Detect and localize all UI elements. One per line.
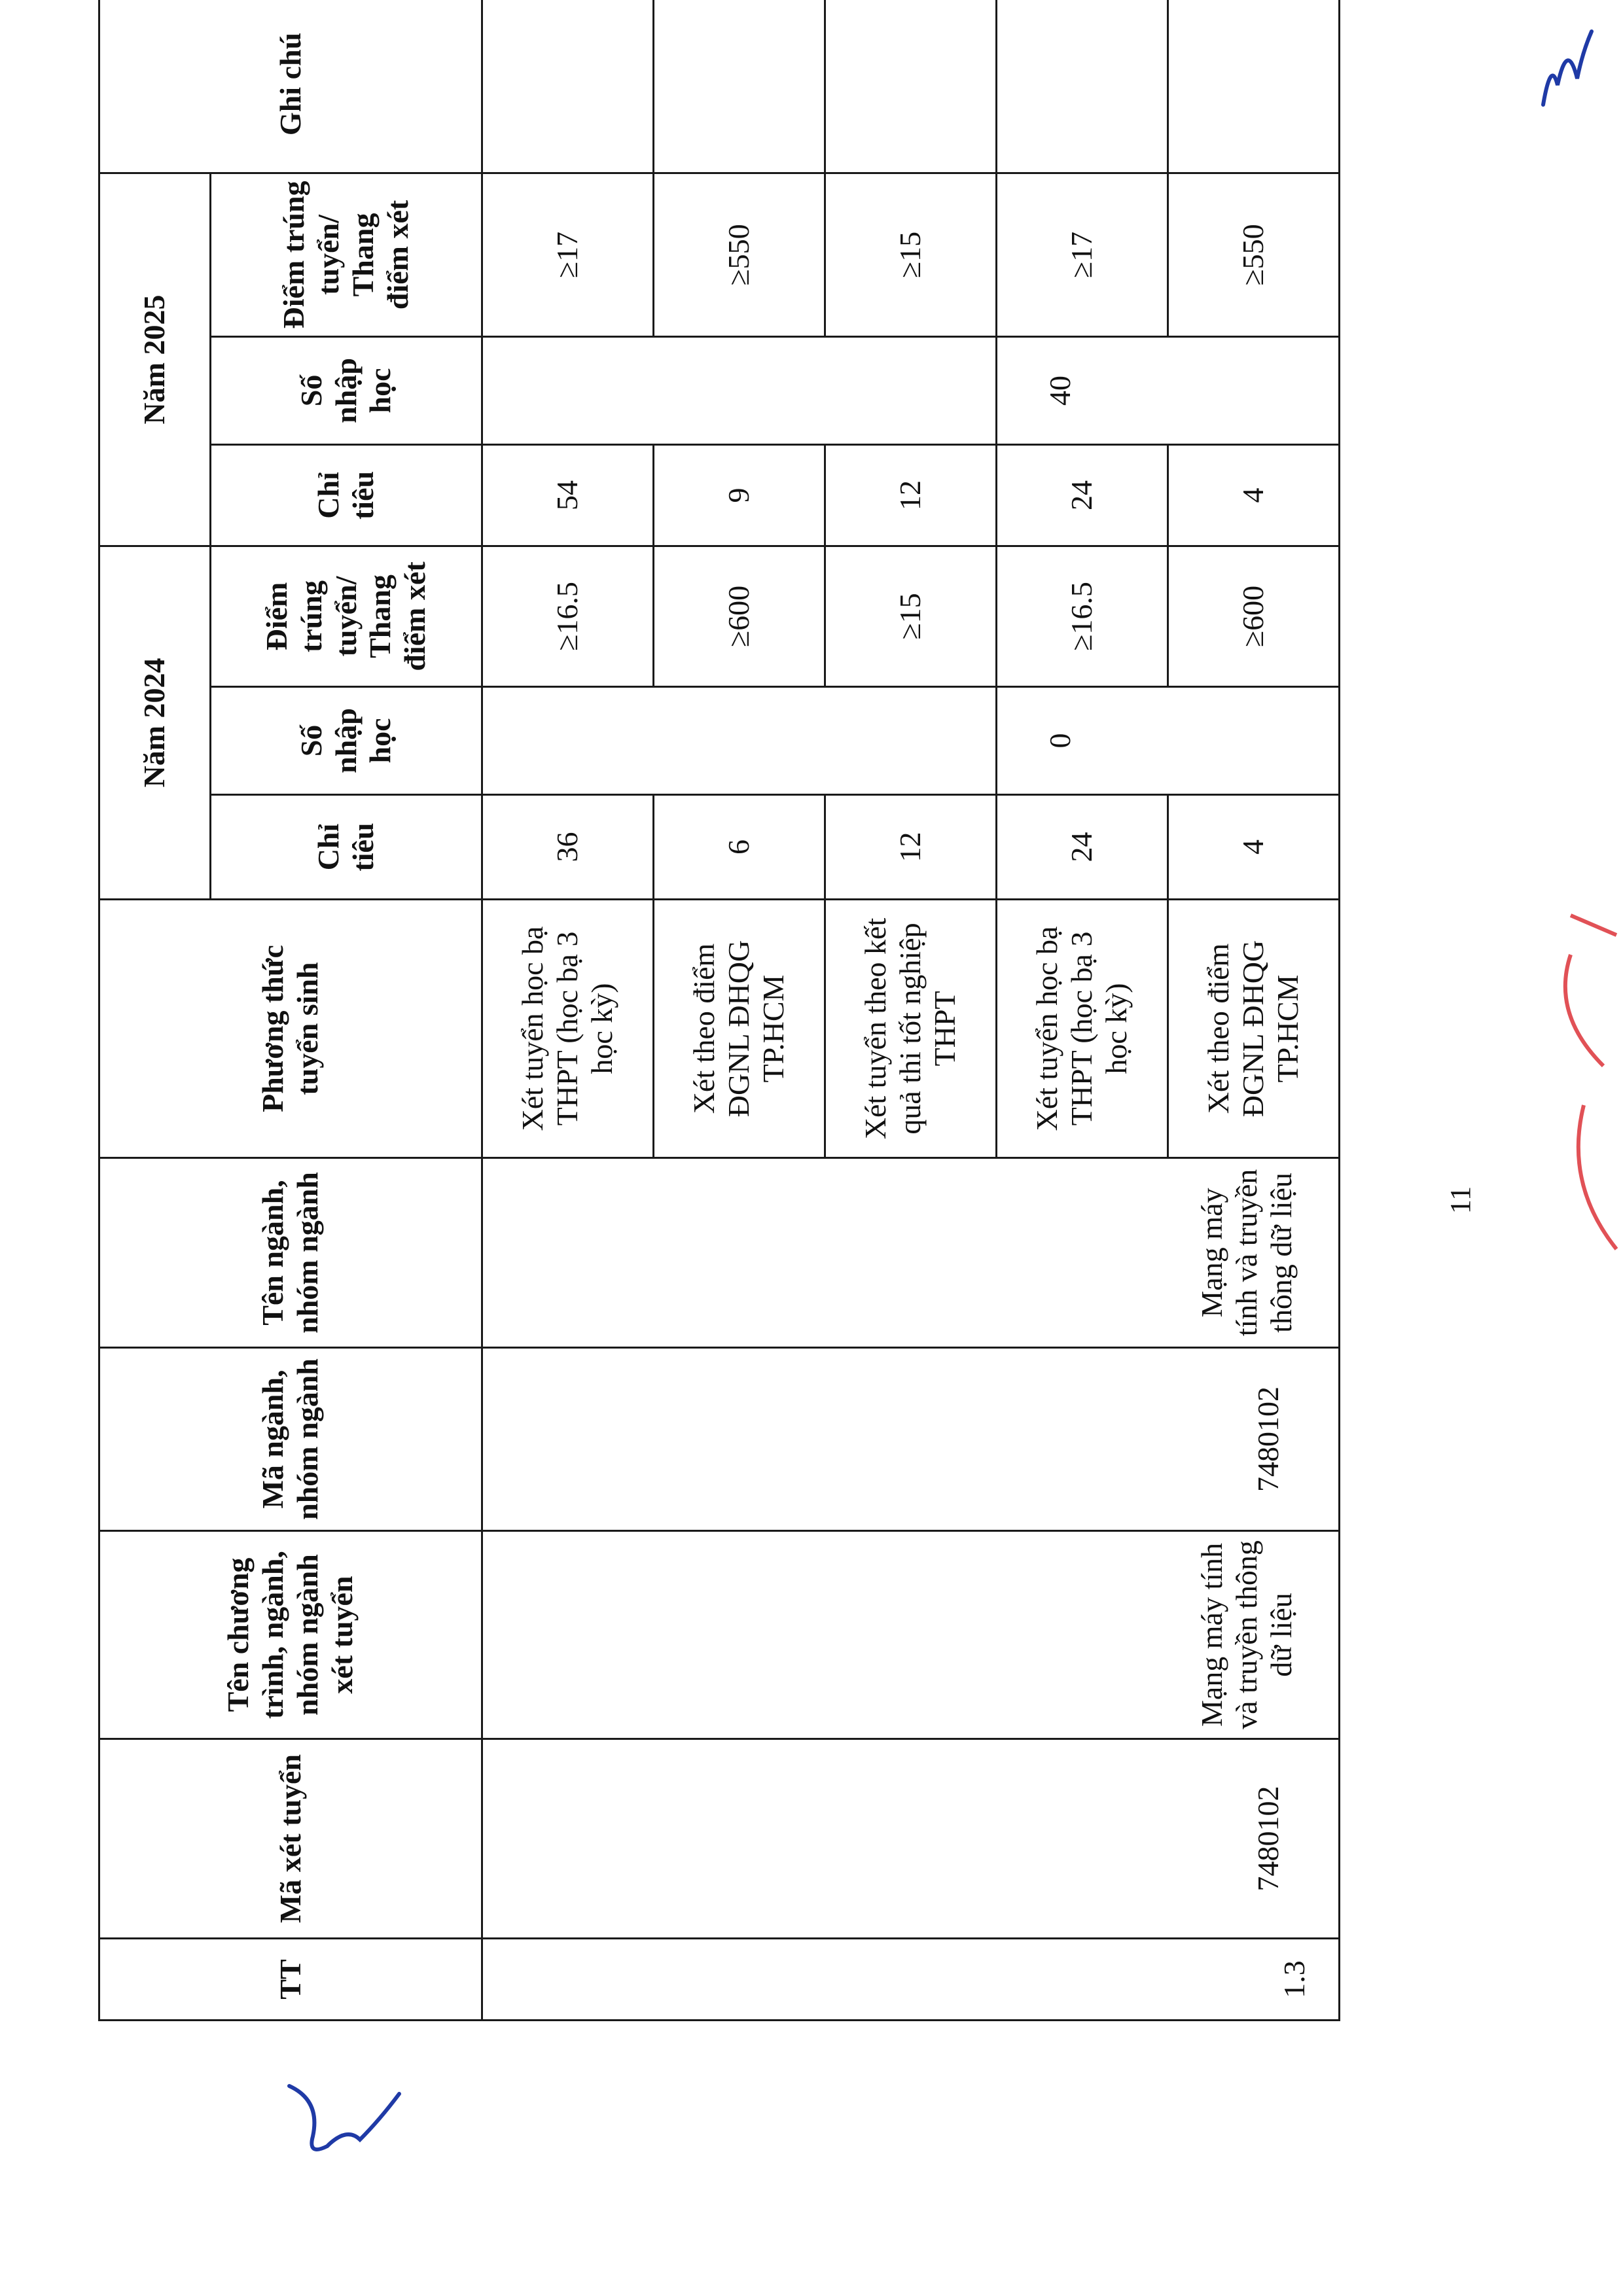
cell-method: Xét theo điểm ĐGNL ĐHQG TP.HCM	[654, 900, 825, 1158]
cell-diem-2025: ≥15	[825, 173, 997, 336]
header-so-nhap-hoc-2025: Số nhập học	[211, 336, 482, 444]
cell-method: Xét tuyển theo kết quả thi tốt nghiệp THPT	[825, 900, 997, 1158]
header-tt: TT	[99, 1939, 482, 2021]
cell-so-nhap-hoc-2024: 0	[997, 687, 1340, 795]
cell-so-nhap-hoc-2024	[482, 687, 997, 795]
cell-ghi-chu	[654, 0, 825, 173]
cell-ten-nganh: Mạng máy tính và truyền thông dữ liệu	[482, 1158, 1340, 1348]
cell-chi-tieu-2024: 36	[482, 795, 654, 900]
cell-diem-2024: ≥16.5	[482, 546, 654, 686]
cell-ghi-chu	[825, 0, 997, 173]
header-ghi-chu: Ghi chú	[99, 0, 482, 173]
cell-chi-tieu-2024: 4	[1168, 795, 1340, 900]
header-phuong-thuc: Phương thức tuyển sinh	[99, 900, 482, 1158]
cell-chi-tieu-2025: 54	[482, 444, 654, 546]
header-diem-2024: Điểm trúng tuyển/ Thang điểm xét	[211, 546, 482, 686]
cell-chi-tieu-2025: 12	[825, 444, 997, 546]
header-diem-2025: Điểm trúng tuyển/ Thang điểm xét	[211, 173, 482, 336]
cell-diem-2025: ≥17	[482, 173, 654, 336]
cell-diem-2025: ≥17	[997, 173, 1168, 336]
header-ma-xet-tuyen: Mã xét tuyển	[99, 1739, 482, 1939]
cell-chi-tieu-2024: 12	[825, 795, 997, 900]
header-chi-tieu-2024: Chỉ tiêu	[211, 795, 482, 900]
page-number: 11	[1444, 1186, 1476, 1214]
cell-chi-tieu-2025: 4	[1168, 444, 1340, 546]
cell-diem-2024: ≥600	[654, 546, 825, 686]
cell-ghi-chu	[1168, 0, 1340, 173]
cell-ghi-chu	[997, 0, 1168, 173]
cell-ten-chuong-trinh: Mạng máy tính và truyền thông dữ liệu	[482, 1531, 1340, 1739]
header-ten-chuong-trinh: Tên chương trình, ngành, nhóm ngành xét tuyển	[99, 1531, 482, 1739]
cell-diem-2025: ≥550	[1168, 173, 1340, 336]
cell-diem-2024: ≥15	[825, 546, 997, 686]
cell-chi-tieu-2024: 6	[654, 795, 825, 900]
red-stamp-mark	[1525, 896, 1623, 1262]
header-ten-nganh: Tên ngành, nhóm ngành	[99, 1158, 482, 1348]
header-nam-2025: Năm 2025	[99, 173, 211, 546]
cell-diem-2025: ≥550	[654, 173, 825, 336]
table-row	[482, 0, 654, 2021]
header-ma-nganh: Mã ngành, nhóm ngành	[99, 1348, 482, 1531]
cell-method: Xét tuyển học bạ THPT (học bạ 3 học kỳ)	[997, 900, 1168, 1158]
cell-diem-2024: ≥600	[1168, 546, 1340, 686]
cell-chi-tieu-2025: 24	[997, 444, 1168, 546]
header-row-1	[99, 0, 211, 2021]
cell-ma-xet-tuyen: 7480102	[482, 1739, 1340, 1939]
cell-chi-tieu-2025: 9	[654, 444, 825, 546]
cell-ghi-chu	[482, 0, 654, 173]
cell-ma-nganh: 7480102	[482, 1348, 1340, 1531]
header-nam-2024: Năm 2024	[99, 546, 211, 899]
admission-table	[98, 0, 1340, 2021]
cell-chi-tieu-2024: 24	[997, 795, 1168, 900]
header-so-nhap-hoc-2024: Số nhập học	[211, 687, 482, 795]
cell-method: Xét theo điểm ĐGNL ĐHQG TP.HCM	[1168, 900, 1340, 1158]
cell-so-nhap-hoc-2025: 40	[997, 336, 1340, 444]
header-chi-tieu-2025: Chỉ tiêu	[211, 444, 482, 546]
cell-diem-2024: ≥16.5	[997, 546, 1168, 686]
cell-tt: 1.3	[482, 1939, 1340, 2021]
cell-method: Xét tuyển học bạ THPT (học bạ 3 học kỳ)	[482, 900, 654, 1158]
cell-so-nhap-hoc-2025	[482, 336, 997, 444]
